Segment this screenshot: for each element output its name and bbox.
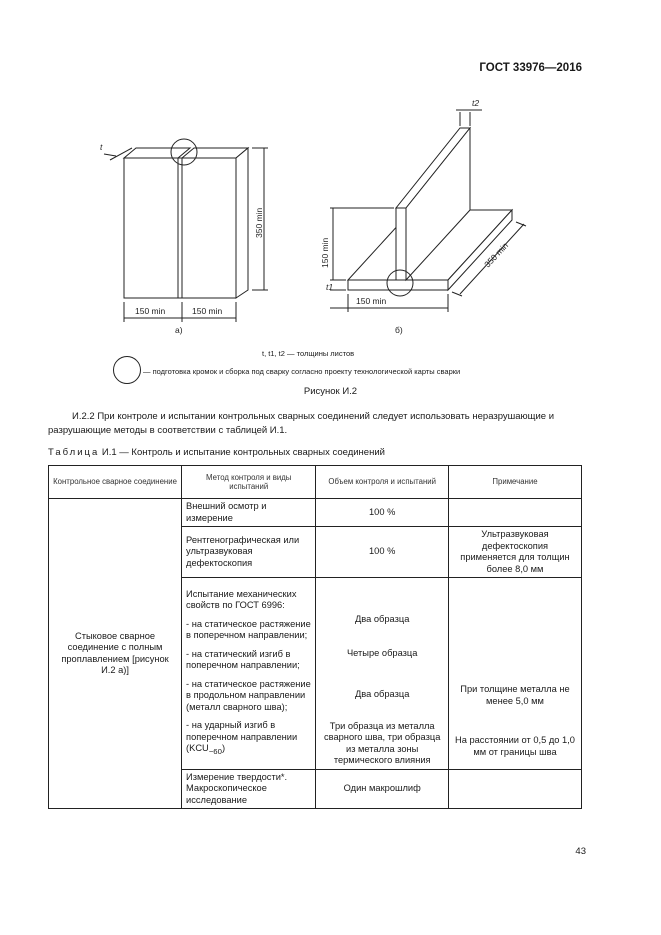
method-cell: Рентгенографическая или ультразвуковая дефектоскопия xyxy=(182,527,316,578)
volume-cell: 100 % xyxy=(316,527,449,578)
table-title xyxy=(48,447,385,458)
panel-a-drawing xyxy=(104,139,268,322)
page-number: 43 xyxy=(575,846,586,857)
control-table xyxy=(48,465,582,809)
panel-b-drawing xyxy=(330,110,526,312)
kcu-sub: −60 xyxy=(208,747,222,757)
table-title-prefix: Таблица xyxy=(48,447,100,458)
svg-text:150 min: 150 min xyxy=(320,237,330,268)
mech-item-text: - на ударный изгиб в поперечном направлении xyxy=(186,720,298,742)
table-header: Метод контроля и виды испытаний xyxy=(182,466,316,499)
mech-volume: Два образца xyxy=(355,614,410,624)
mech-intro: Испытание механических свойств по ГОСТ 6996: xyxy=(186,588,297,611)
svg-text:t: t xyxy=(100,142,103,152)
table-header: Объем контроля и испытаний xyxy=(316,466,449,499)
svg-text:350 min: 350 min xyxy=(254,207,264,238)
method-cell xyxy=(182,578,316,770)
table-header-row xyxy=(49,466,582,499)
method-cell: Измерение твердости*. Макроскопическое исследование xyxy=(182,769,316,809)
legend-thickness: t, t1, t2 — толщины листов xyxy=(262,349,355,358)
mech-item xyxy=(186,720,311,757)
mech-volume: Три образца из металла сварного шва, три образца из металла зоны термического влияния xyxy=(323,720,441,765)
paragraph: И.2.2 При контроле и испытании контрольных сварных соединений следует использовать неразрушающие и разрушающие методы в соответствии с таблицей И.1. xyxy=(48,411,555,436)
mech-note: На расстоянии от 0,5 до 1,0 мм от границы шва xyxy=(454,735,575,757)
mech-item: - на статический изгиб в поперечном направлении; xyxy=(186,648,300,671)
svg-text:а): а) xyxy=(175,325,183,335)
svg-text:350 min: 350 min xyxy=(482,240,511,270)
mech-item: - на статическое растяжение в продольном направлении (металл сварного шва); xyxy=(186,678,311,712)
table-row xyxy=(49,499,582,527)
svg-text:150 min: 150 min xyxy=(135,306,166,316)
kcu-label: (KCU xyxy=(186,743,209,754)
table-header: Контрольное сварное соединение xyxy=(49,466,182,499)
svg-text:150 min: 150 min xyxy=(192,306,223,316)
legend-circle-icon xyxy=(113,356,141,384)
volume-cell: 100 % xyxy=(316,499,449,527)
legend-circle-note: — подготовка кромок и сборка под сварку согласно проекту технологической карты сварки xyxy=(143,367,461,376)
table-header: Примечание xyxy=(448,466,581,499)
svg-text:б): б) xyxy=(395,325,403,335)
mech-note: При толщине металла не менее 5,0 мм xyxy=(460,684,570,706)
volume-cell: Один макрошлиф xyxy=(316,769,449,809)
svg-text:t2: t2 xyxy=(472,98,480,108)
figure-caption: Рисунок И.2 xyxy=(303,386,358,397)
svg-text:150 min: 150 min xyxy=(356,296,387,306)
note-cell: Ультразвуковая дефектоскопия применяется для толщин более 8,0 мм xyxy=(448,527,581,578)
svg-text:t1: t1 xyxy=(326,282,334,292)
standard-number: ГОСТ 33976—2016 xyxy=(479,62,582,74)
note-cell xyxy=(448,578,581,770)
volume-cell xyxy=(316,578,449,770)
note-cell xyxy=(448,769,581,809)
method-cell: Внешний осмотр и измерение xyxy=(182,499,316,527)
figure-drawing xyxy=(0,0,661,400)
joint-cell: Стыковое сварное соединение с полным проплавлением [рисунок И.2 а)] xyxy=(49,499,182,809)
note-cell xyxy=(448,499,581,527)
mech-volume: Два образца xyxy=(355,689,410,699)
table-title-rest: И.1 — Контроль и испытание контрольных сварных соединений xyxy=(99,447,385,458)
mech-volume: Четыре образца xyxy=(346,647,418,658)
mech-item: - на статическое растяжение в поперечном направлении; xyxy=(186,618,311,641)
kcu-close: ) xyxy=(221,743,226,754)
